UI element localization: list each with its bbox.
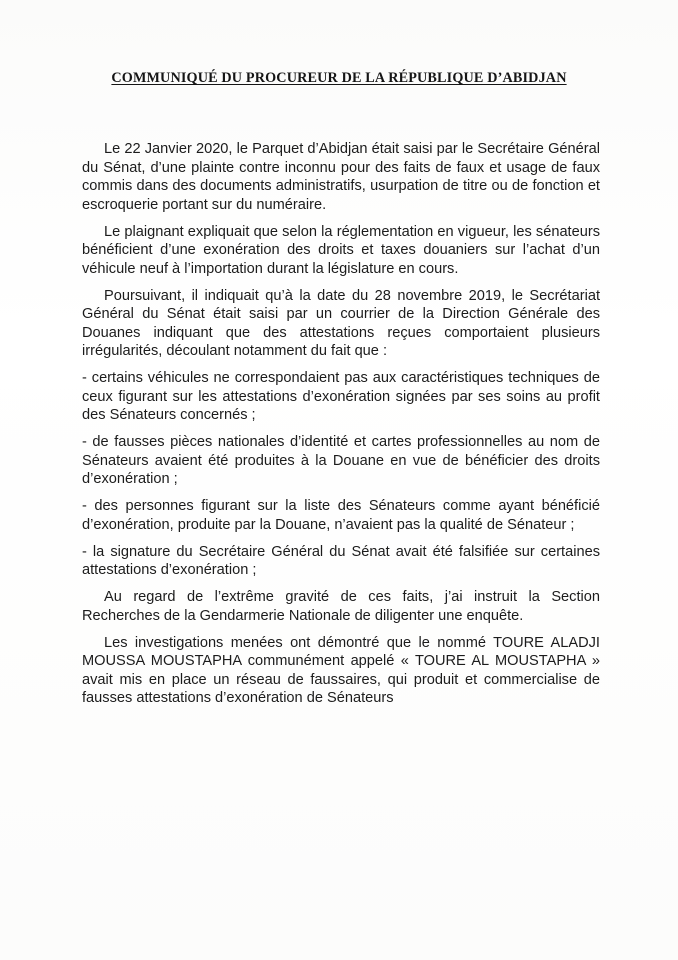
paragraph-investigation-findings: Les investigations menées ont démontré que le nommé TOURE ALADJI MOUSSA MOUSTAPHA communément appelé « TOURE AL MOUSTAPHA » avait mis en place un réseau de faussaires, qui produit et commercialise de fausses attestations d’exonération de Sénateurs (82, 634, 600, 706)
list-item-non-senators: - des personnes figurant sur la liste des Sénateurs comme ayant bénéficié d’exonération, produite par la Douane, n’avaient pas la qualité de Sénateur ; (82, 498, 600, 533)
paragraph-investigation-order: Au regard de l’extrême gravité de ces faits, j’ai instruit la Section Recherches de la Gendarmerie Nationale de diligenter une enquête. (82, 589, 600, 624)
paragraph-customs-letter: Poursuivant, il indiquait qu’à la date du 28 novembre 2019, le Secrétariat Général du Sénat était saisi par un courrier de la Direction Générale des Douanes indiquant que des attestations reçues comportaient plusieurs irrégularités, découlant notamment du fait que : (82, 287, 600, 359)
list-item-false-documents: - de fausses pièces nationales d’identité et cartes professionnelles au nom de Sénateurs avaient été produites à la Douane en vue de bénéficier des droits d’exonération ; (82, 434, 600, 487)
list-item-forged-signature: - la signature du Secrétaire Général du Sénat avait été falsifiée sur certaines attestations d’exonération ; (82, 543, 600, 578)
document-title: COMMUNIQUÉ DU PROCUREUR DE LA RÉPUBLIQUE D’ABIDJAN (111, 70, 567, 86)
paragraph-regulation: Le plaignant expliquait que selon la réglementation en vigueur, les sénateurs bénéficient d’une exonération des droits et taxes douaniers sur l’achat d’un véhicule neuf à l’importation durant la législature en cours. (82, 223, 600, 277)
paragraph-complaint: Le 22 Janvier 2020, le Parquet d’Abidjan était saisi par le Secrétaire Général du Sénat, d’une plainte contre inconnu pour des faits de faux et usage de faux commis dans des documents administratifs, usurpation de titre ou de fonction et escroquerie portant sur du numéraire. (82, 141, 600, 213)
document-body (82, 140, 600, 716)
list-item-vehicles: - certains véhicules ne correspondaient pas aux caractéristiques techniques de ceux figurant sur les attestations d’exonération signées par ses soins au profit des Sénateurs concernés ; (82, 370, 600, 423)
